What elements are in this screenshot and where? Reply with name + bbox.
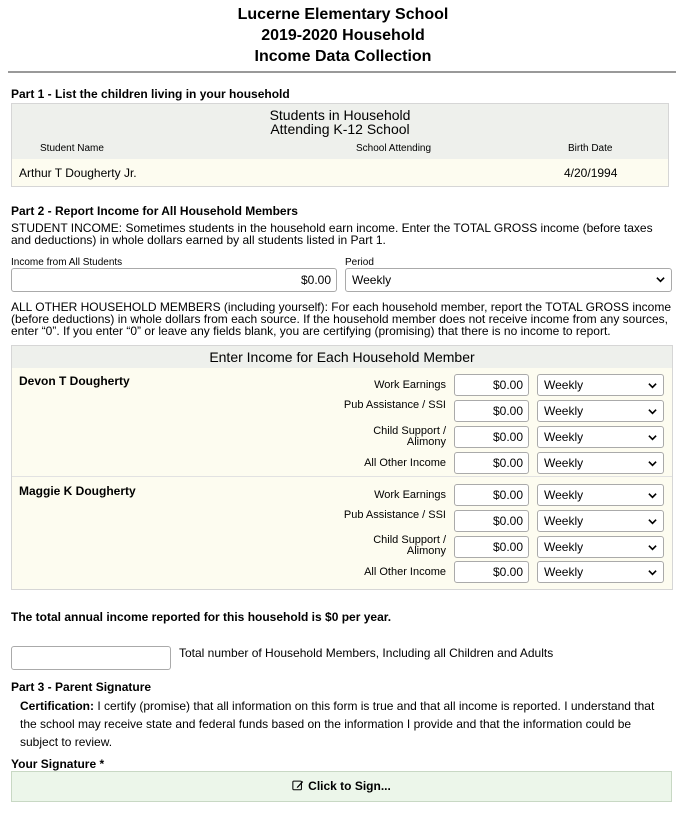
school-name: Lucerne Elementary School bbox=[237, 6, 449, 23]
pencil-square-icon bbox=[292, 779, 304, 791]
click-to-sign-button[interactable] bbox=[11, 771, 672, 802]
sign-button-label: Click to Sign... bbox=[308, 779, 391, 793]
income-period-select[interactable] bbox=[537, 536, 664, 558]
income-label: Pub Assistance / SSI bbox=[343, 399, 446, 411]
certification-text bbox=[20, 697, 672, 751]
income-period-select[interactable] bbox=[537, 452, 664, 474]
income-label: Work Earnings bbox=[374, 489, 446, 501]
period-value: Weekly bbox=[544, 488, 584, 502]
chevron-down-icon bbox=[656, 275, 665, 284]
col-birth-date: Birth Date bbox=[568, 143, 613, 154]
income-period-select[interactable] bbox=[537, 510, 664, 532]
income-label: All Other Income bbox=[364, 457, 446, 469]
period-value: Weekly bbox=[544, 378, 584, 392]
income-input[interactable]: $0.00 bbox=[454, 452, 529, 474]
chevron-down-icon bbox=[648, 433, 657, 442]
income-period-select[interactable] bbox=[537, 374, 664, 396]
income-input[interactable]: $0.00 bbox=[454, 374, 529, 396]
student-income-input[interactable]: $0.00 bbox=[11, 268, 337, 292]
period-value: Weekly bbox=[544, 565, 584, 579]
income-period-select[interactable] bbox=[537, 400, 664, 422]
period-value: Weekly bbox=[544, 514, 584, 528]
income-period-select[interactable] bbox=[537, 426, 664, 448]
income-input[interactable]: $0.00 bbox=[454, 426, 529, 448]
member-name: Devon T Dougherty bbox=[19, 374, 130, 388]
part2-heading: Part 2 - Report Income for All Household Members bbox=[11, 204, 298, 218]
member-row bbox=[12, 477, 672, 589]
student-income-period-select[interactable] bbox=[345, 268, 672, 292]
income-input[interactable]: $0.00 bbox=[454, 510, 529, 532]
signature-label: Your Signature * bbox=[11, 757, 105, 771]
header-divider bbox=[8, 71, 676, 73]
students-table-title-2: Attending K-12 School bbox=[270, 121, 410, 137]
members-table bbox=[11, 345, 673, 590]
student-income-label: Income from All Students bbox=[11, 257, 123, 268]
period-value: Weekly bbox=[544, 540, 584, 554]
students-table bbox=[11, 103, 669, 187]
period-value: Weekly bbox=[352, 273, 392, 287]
income-input[interactable]: $0.00 bbox=[454, 536, 529, 558]
col-school-attending: School Attending bbox=[356, 143, 432, 154]
income-label: Child Support / Alimony bbox=[373, 534, 446, 557]
period-value: Weekly bbox=[544, 430, 584, 444]
other-members-text: ALL OTHER HOUSEHOLD MEMBERS (including yourself): For each household member, report the TOTAL GROSS income (before deductions) in whole dollars from each source. If the household member does not receive income from any sources, enter “0”. If you enter “0” or leave any fields blank, you are certifying (promising) that there is no income to report. bbox=[11, 300, 672, 338]
col-student-name: Student Name bbox=[40, 143, 104, 154]
period-value: Weekly bbox=[544, 456, 584, 470]
income-label: All Other Income bbox=[364, 566, 446, 578]
chevron-down-icon bbox=[648, 568, 657, 577]
income-label: Child Support / Alimony bbox=[373, 425, 446, 448]
school-year: 2019-2020 Household bbox=[261, 27, 425, 44]
table-row bbox=[12, 159, 668, 186]
income-input[interactable]: $0.00 bbox=[454, 561, 529, 583]
chevron-down-icon bbox=[648, 407, 657, 416]
student-name: Arthur T Dougherty Jr. bbox=[19, 166, 137, 180]
member-name: Maggie K Dougherty bbox=[19, 484, 136, 498]
part3-heading: Part 3 - Parent Signature bbox=[11, 680, 152, 694]
household-count-input[interactable] bbox=[11, 646, 171, 670]
member-row bbox=[12, 368, 672, 476]
chevron-down-icon bbox=[648, 517, 657, 526]
part1-heading: Part 1 - List the children living in your household bbox=[11, 87, 290, 101]
certification-body: I certify (promise) that all information on this form is true and that all income is reported. I understand that the school may receive state and federal funds based on the information I provide and that the information could be subject to review. bbox=[20, 699, 655, 749]
income-label: Work Earnings bbox=[374, 379, 446, 391]
members-table-title: Enter Income for Each Household Member bbox=[209, 349, 475, 365]
income-label: Pub Assistance / SSI bbox=[343, 509, 446, 521]
certification-label: Certification: bbox=[20, 699, 95, 713]
students-table-title-1: Students in Household bbox=[269, 107, 411, 123]
form-title: Income Data Collection bbox=[254, 48, 432, 65]
chevron-down-icon bbox=[648, 459, 657, 468]
period-label: Period bbox=[345, 257, 374, 268]
household-count-label: Total number of Household Members, Including all Children and Adults bbox=[179, 646, 554, 660]
student-income-text: STUDENT INCOME: Sometimes students in the household earn income. Enter the TOTAL GROSS income (before taxes and deductions) in whole dollars earned by all students listed in Part 1. bbox=[11, 221, 653, 247]
period-value: Weekly bbox=[544, 404, 584, 418]
income-input[interactable]: $0.00 bbox=[454, 484, 529, 506]
chevron-down-icon bbox=[648, 543, 657, 552]
chevron-down-icon bbox=[648, 381, 657, 390]
income-period-select[interactable] bbox=[537, 484, 664, 506]
student-birth-date: 4/20/1994 bbox=[564, 166, 618, 180]
income-input[interactable]: $0.00 bbox=[454, 400, 529, 422]
total-income-text: The total annual income reported for this household is $0 per year. bbox=[11, 610, 392, 624]
income-period-select[interactable] bbox=[537, 561, 664, 583]
chevron-down-icon bbox=[648, 491, 657, 500]
